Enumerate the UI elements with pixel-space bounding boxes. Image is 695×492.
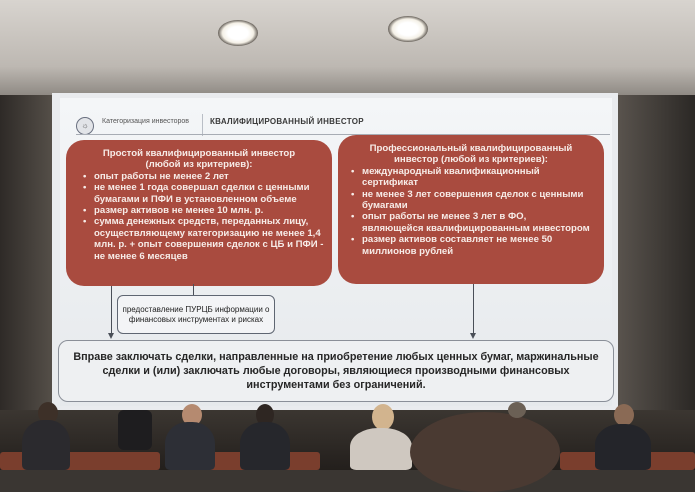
criterion: • не менее 1 года совершал сделки с ценными бумагами и ПФИ в установленном объеме — [80, 182, 324, 205]
criterion: • размер активов не менее 10 млн. р. — [80, 205, 324, 216]
panelist — [240, 422, 290, 470]
professional-investor-heading: Профессиональный квалифицированный инвестор (любой из критериев): — [369, 143, 573, 166]
connector-pursb — [193, 284, 194, 295]
criterion: • опыт работы не менее 3 лет в ФО, являющейся квалифицированным инвестором — [348, 211, 590, 234]
conclusion-box: Вправе заключать сделки, направленные на приобретение любых ценных бумаг, маржинальные сделки и (или) заключать любые договоры, являющиеся производными финансовых инструментами без ограничений. — [58, 340, 614, 402]
panelist — [595, 424, 651, 470]
ceiling-lamp-left — [218, 20, 258, 46]
slide-category: Категоризация инвесторов — [102, 118, 190, 125]
professional-investor-criteria — [348, 166, 590, 257]
pursb-note: предоставление ПУРЦБ информации о финансовых инструментах и рисках — [117, 295, 275, 334]
simple-investor-criteria — [80, 171, 324, 262]
criterion: • международный квалификационный сертификат — [348, 166, 590, 189]
connector-right — [473, 284, 474, 334]
arrow-down-right — [470, 333, 476, 339]
criterion: • опыт работы не менее 2 лет — [80, 171, 324, 182]
slide-title: КВАЛИФИЦИРОВАННЫЙ ИНВЕСТОР — [210, 117, 364, 126]
professional-investor-box — [338, 135, 604, 284]
panelist-head — [372, 404, 394, 430]
criterion: • сумма денежных средств, переданных лицу, осуществляющему категоризацию не менее 1,4 млн. р. + опыт совершения сделок с ЦБ и ПФИ - не менее 6 месяцев — [80, 216, 324, 262]
connector-left — [111, 286, 112, 334]
audience-head — [410, 412, 560, 492]
panelist-head — [614, 404, 634, 426]
arrow-down-left — [108, 333, 114, 339]
criterion: • не менее 3 лет совершения сделок с ценными бумагами — [348, 189, 590, 212]
panelist — [22, 420, 70, 470]
panelist — [165, 422, 215, 470]
ceiling — [0, 0, 695, 95]
simple-investor-heading: Простой квалифицированный инвестор (любой из критериев): — [102, 148, 296, 171]
ceiling-lamp-right — [388, 16, 428, 42]
criterion: • размер активов составляет не менее 50 миллионов рублей — [348, 234, 590, 257]
simple-investor-box — [66, 140, 332, 286]
panelist-head — [508, 402, 526, 418]
emblem-icon: ☼ — [76, 117, 94, 135]
panelist — [350, 428, 412, 470]
camera — [118, 410, 152, 450]
header-divider — [202, 114, 203, 136]
